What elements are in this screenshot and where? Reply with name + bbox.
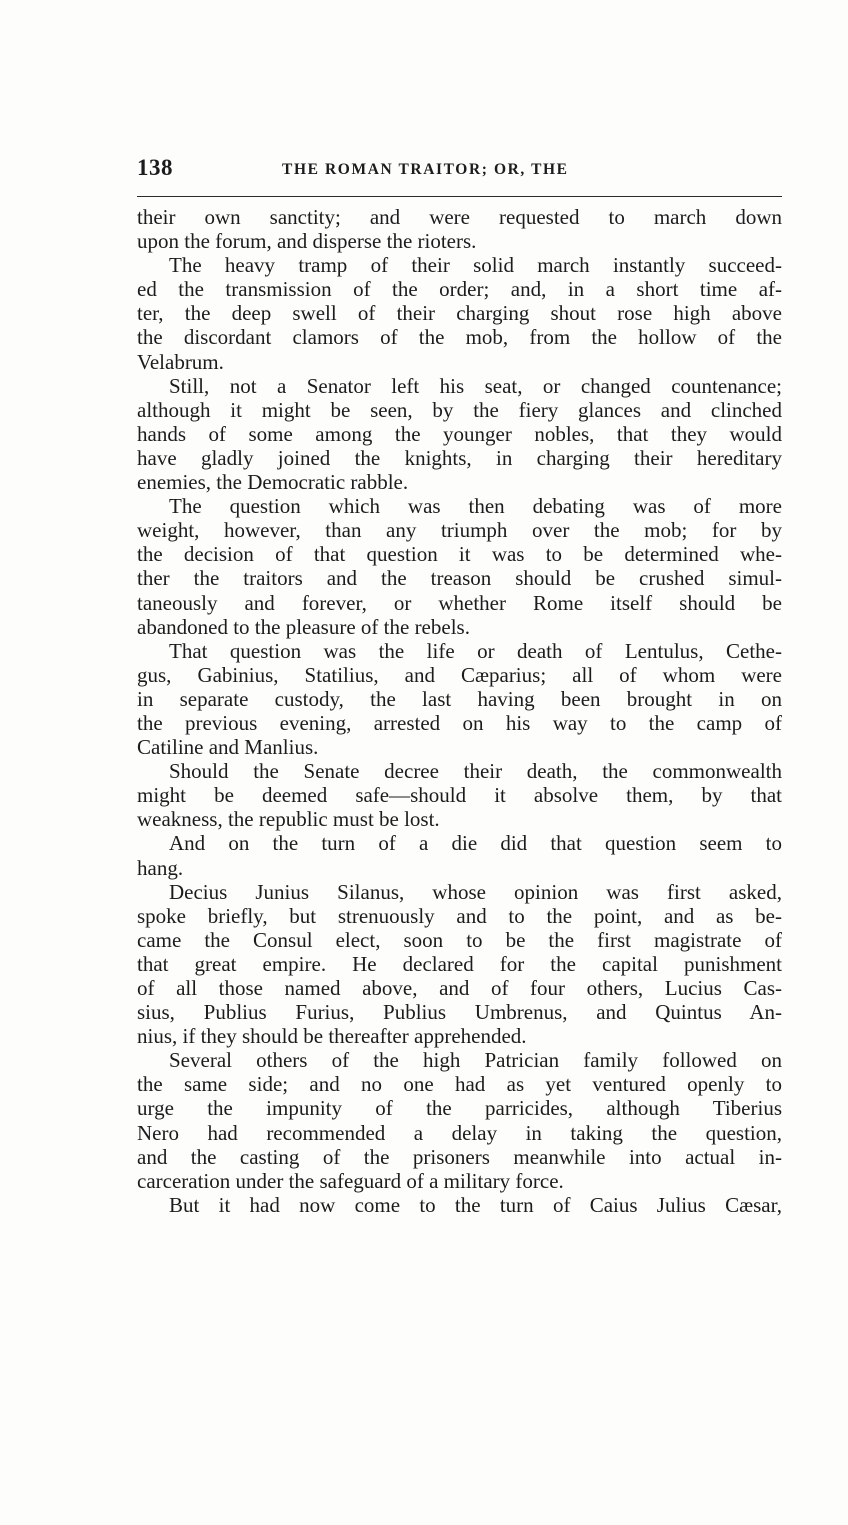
text-line: nius, if they should be thereafter apprehended.	[137, 1024, 527, 1049]
text-line: Nero had recommended a delay in taking the question,	[137, 1120, 782, 1145]
text-line: hang.	[137, 855, 184, 880]
running-title: THE ROMAN TRAITOR; OR, THE	[282, 161, 569, 178]
text-line: might be deemed safe—should it absolve them, by that	[137, 783, 782, 808]
text-line: Should the Senate decree their death, the commonwealth	[169, 759, 782, 784]
text-line: weakness, the republic must be lost.	[137, 807, 440, 832]
text-line: spoke briefly, but strenuously and to the point, and as be-	[137, 903, 782, 928]
text-line: urge the impunity of the parricides, although Tiberius	[137, 1096, 782, 1121]
text-line: in separate custody, the last having been brought in on	[137, 686, 782, 711]
text-line: their own sanctity; and were requested to march down	[137, 205, 782, 229]
text-line: the previous evening, arrested on his way to the camp of	[137, 710, 782, 735]
text-line: sius, Publius Furius, Publius Umbrenus, and Quintus An-	[137, 1000, 782, 1025]
text-line: That question was the life or death of Lentulus, Cethe-	[169, 638, 782, 663]
body-text	[137, 205, 782, 1217]
text-line: ed the transmission of the order; and, in a short time af-	[137, 277, 782, 302]
text-line: carceration under the safeguard of a military force.	[137, 1168, 564, 1193]
header-rule	[137, 196, 782, 197]
text-line: abandoned to the pleasure of the rebels.	[137, 614, 470, 639]
text-line: The question which was then debating was of more	[169, 494, 782, 519]
text-line: came the Consul elect, soon to be the first magistrate of	[137, 927, 782, 952]
text-line: Decius Junius Silanus, whose opinion was first asked,	[169, 879, 782, 904]
text-line: upon the forum, and disperse the rioters.	[137, 229, 477, 254]
text-line: Velabrum.	[137, 349, 224, 374]
text-line: enemies, the Democratic rabble.	[137, 470, 409, 495]
text-line: The heavy tramp of their solid march instantly succeed-	[169, 253, 782, 278]
text-line: And on the turn of a die did that question seem to	[169, 831, 782, 856]
text-line: and the casting of the prisoners meanwhile into actual in-	[137, 1144, 782, 1169]
text-line: ter, the deep swell of their charging shout rose high above	[137, 301, 782, 326]
text-line: weight, however, than any triumph over the mob; for by	[137, 518, 782, 543]
text-line: the discordant clamors of the mob, from the hollow of the	[137, 325, 782, 350]
text-line: of all those named above, and of four others, Lucius Cas-	[137, 976, 782, 1000]
text-line: Several others of the high Patrician family followed on	[169, 1048, 782, 1073]
text-line: But it had now come to the turn of Caius Julius Cæsar,	[169, 1192, 782, 1217]
text-line: that great empire. He declared for the capital punishment	[137, 951, 782, 976]
text-line: the same side; and no one had as yet ventured openly to	[137, 1072, 782, 1097]
text-line: taneously and forever, or whether Rome itself should be	[137, 590, 782, 615]
text-line: gus, Gabinius, Statilius, and Cæparius; all of whom were	[137, 662, 782, 687]
text-line: the decision of that question it was to be determined whe-	[137, 542, 782, 567]
text-line: although it might be seen, by the fiery glances and clinched	[137, 397, 782, 422]
text-line: have gladly joined the knights, in charging their hereditary	[137, 445, 782, 470]
text-line: Still, not a Senator left his seat, or changed countenance;	[169, 373, 782, 398]
text-line: ther the traitors and the treason should be crushed simul-	[137, 566, 782, 591]
page-header	[137, 147, 782, 187]
page-number: 138	[137, 155, 173, 180]
text-line: hands of some among the younger nobles, that they would	[137, 421, 782, 446]
text-line: Catiline and Manlius.	[137, 735, 319, 760]
